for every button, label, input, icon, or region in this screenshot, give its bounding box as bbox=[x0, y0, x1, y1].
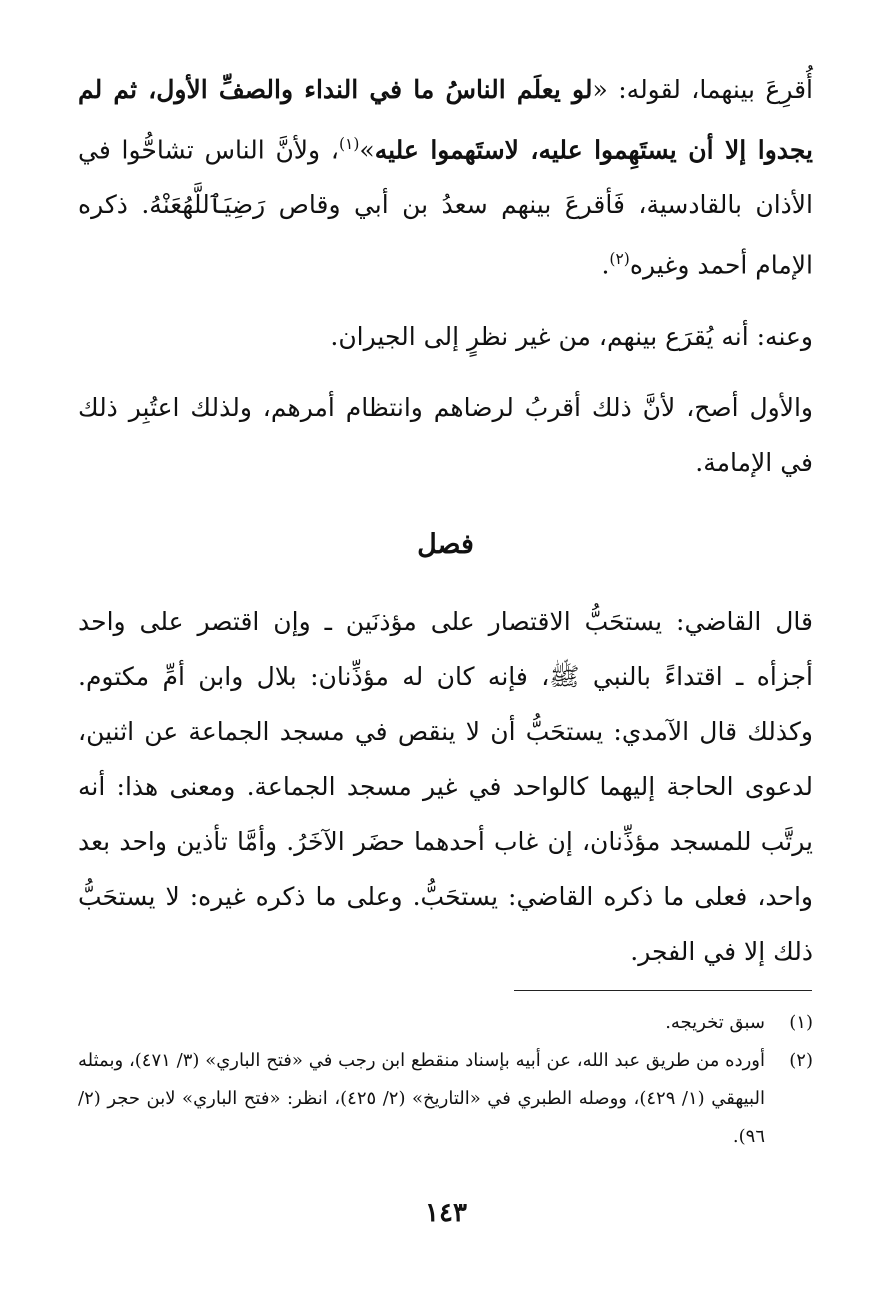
footnote-2-number: (٢) bbox=[789, 1050, 813, 1071]
footnote-1 bbox=[78, 1004, 813, 1042]
paragraph-1-intro: أُقرِعَ بينهما، لقوله: « bbox=[592, 75, 814, 104]
footnote-1-number: (١) bbox=[789, 1012, 813, 1033]
hadith-quote: لو يعلَم الناسُ ما في النداء والصفِّ الأول، ثم لم يجدوا إلا أن يستَهِموا عليه، لاستَهموا عليه bbox=[78, 75, 813, 165]
paragraph-1-continuation: ، ولأنَّ الناس تشاحُّوا في الأذان بالقادسية، فَأقرعَ بينهم سعدُ بن أبي وقاص رَضِيَٱللَّهُعَنْهُ. ذكره الإمام أحمد وغيره bbox=[78, 135, 813, 280]
footnote-ref-2[interactable]: (٢) bbox=[609, 250, 630, 269]
paragraph-4: قال القاضي: يستحَبُّ الاقتصار على مؤذنَين ـ وإن اقتصر على واحد أجزأه ـ اقتداءً بالنبي ﷺ، فإنه كان له مؤذِّنان: بلال وابن أمِّ مكتوم. وكذلك قال الآمدي: يستحَبُّ أن لا ينقص في مسجد الجماعة عن اثنين، لدعوى الحاجة إليهما كالواحد في غير مسجد الجماعة. ومعنى هذا: أنه يرتَّب للمسجد مؤذِّنان، إن غاب أحدهما حضَر الآخَرُ. وأمَّا تأذين واحد بعد واحد، فعلى ما ذكره القاضي: يستحَبُّ. وعلى ما ذكره غيره: لا يستحَبُّ ذلك إلا في الفجر. bbox=[78, 606, 813, 966]
footnote-1-text: سبق تخريجه. bbox=[665, 1012, 765, 1033]
paragraph-1-end: . bbox=[601, 250, 610, 280]
paragraph-3: والأول أصح، لأنَّ ذلك أقربُ لرضاهم وانتظام أمرهم، ولذلك اعتُبِر ذلك في الإمامة. bbox=[78, 392, 813, 477]
quote-close: » bbox=[359, 135, 375, 165]
footnote-2-text: أورده من طريق عبد الله، عن أبيه بإسناد منقطع ابن رجب في «فتح الباري» (٣/ ٤٧١)، وبمثله البيهقي (١/ ٤٢٩)، ووصله الطبري في «التاريخ» (٢/ ٤٢٥)، انظر: «فتح الباري» لابن حجر (٢/ ٩٦). bbox=[78, 1050, 765, 1147]
page-body bbox=[78, 60, 813, 979]
footnote-ref-1[interactable]: (١) bbox=[338, 135, 360, 153]
footnotes bbox=[78, 1004, 813, 1156]
footnote-divider bbox=[514, 990, 812, 991]
page-number: ١٤٣ bbox=[425, 1198, 467, 1228]
footnote-2 bbox=[78, 1042, 813, 1156]
section-heading: فصل bbox=[417, 528, 474, 560]
paragraph-1 bbox=[78, 62, 813, 293]
paragraph-2: وعنه: أنه يُقرَع بينهم، من غير نظرٍ إلى الجيران. bbox=[330, 321, 813, 351]
